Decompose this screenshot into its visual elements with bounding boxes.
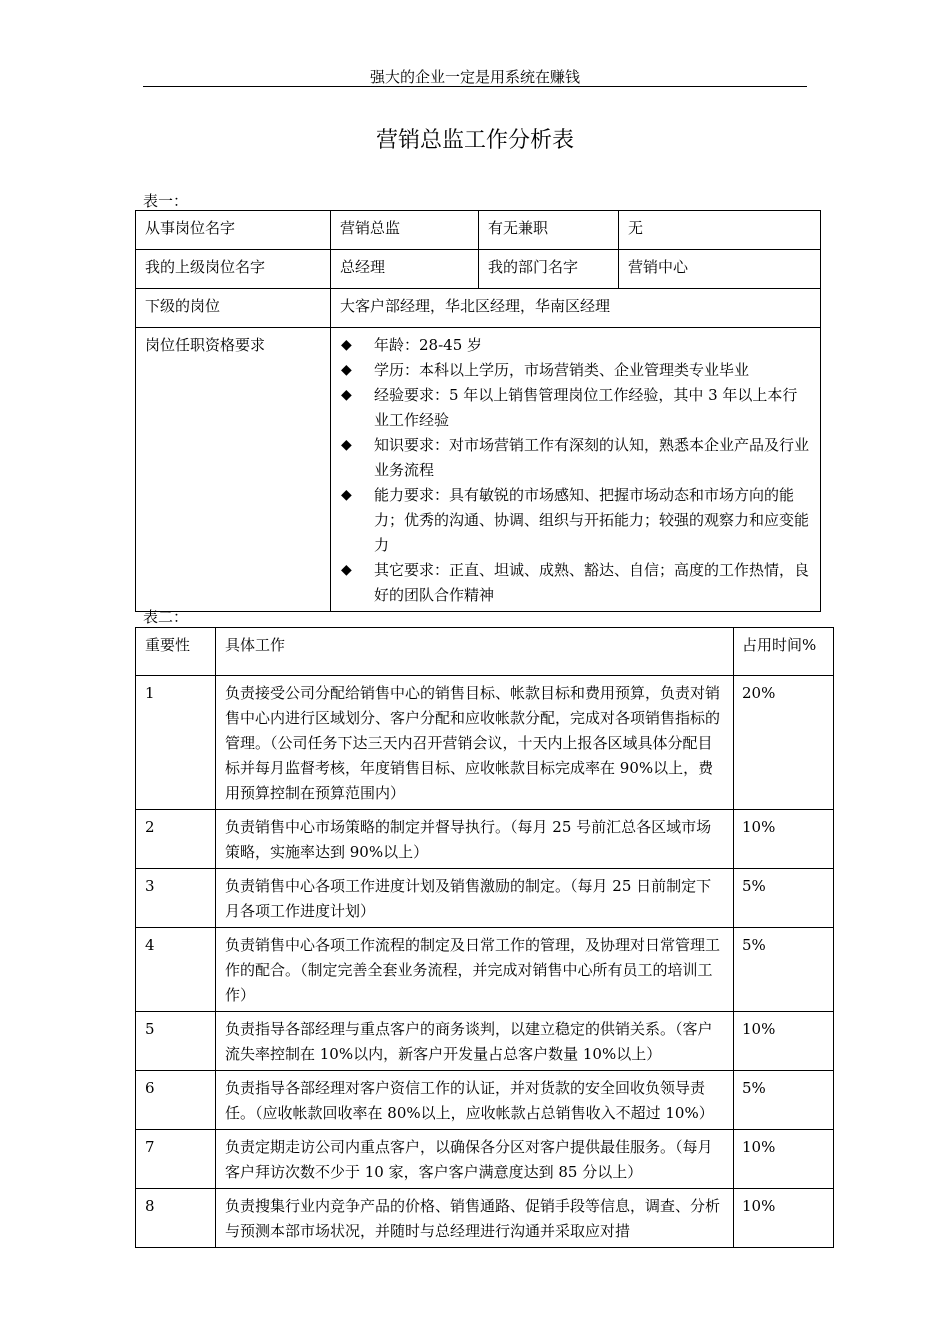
header-slogan: 强大的企业一定是用系统在赚钱: [369, 68, 580, 86]
superior-label: 我的上级岗位名字: [136, 250, 331, 289]
superior-value: 总经理: [331, 250, 479, 289]
importance-cell: 7: [136, 1130, 216, 1189]
time-cell: 5%: [734, 1071, 834, 1130]
qualification-label: 岗位任职资格要求: [136, 328, 331, 612]
concurrent-label: 有无兼职: [479, 211, 619, 250]
table-row: [136, 676, 834, 810]
job-name-label: 从事岗位名字: [136, 211, 331, 250]
importance-cell: 5: [136, 1012, 216, 1071]
importance-cell: 1: [136, 676, 216, 810]
subordinate-value: 大客户部经理，华北区经理，华南区经理: [331, 289, 821, 328]
diamond-bullet-icon: ◆: [341, 562, 352, 578]
page-title: 营销总监工作分析表: [375, 128, 574, 153]
list-item: ◆ 学历：本科以上学历，市场营销类、企业管理类专业毕业: [340, 358, 811, 383]
department-label: 我的部门名字: [479, 250, 619, 289]
work-cell: 负责销售中心各项工作流程的制定及日常工作的管理，及协理对日常管理工作的配合。（制定完善全套业务流程，并完成对销售中心所有员工的培训工作）: [216, 928, 734, 1012]
diamond-bullet-icon: ◆: [341, 362, 352, 378]
list-item: ◆ 经验要求：5 年以上销售管理岗位工作经验，其中 3 年以上本行业工作经验: [340, 383, 811, 433]
concurrent-value: 无: [619, 211, 821, 250]
table-row: [136, 250, 821, 289]
time-cell: 20%: [734, 676, 834, 810]
table-row: [136, 328, 821, 612]
diamond-bullet-icon: ◆: [341, 487, 352, 503]
qualification-cell: [331, 328, 821, 612]
table2-caption: 表二：: [143, 608, 189, 626]
time-cell: 5%: [734, 869, 834, 928]
time-cell: 10%: [734, 810, 834, 869]
work-cell: 负责销售中心各项工作进度计划及销售激励的制定。（每月 25 日前制定下月各项工作进度计划）: [216, 869, 734, 928]
importance-cell: 3: [136, 869, 216, 928]
position-info-table: [135, 210, 821, 612]
header-work: 具体工作: [216, 628, 734, 676]
work-cell: 负责销售中心市场策略的制定并督导执行。（每月 25 号前汇总各区域市场策略，实施率达到 90%以上）: [216, 810, 734, 869]
importance-cell: 4: [136, 928, 216, 1012]
table-row: [136, 810, 834, 869]
header-importance: 重要性: [136, 628, 216, 676]
table-row: [136, 1071, 834, 1130]
list-item: ◆ 年龄：28-45 岁: [340, 333, 811, 358]
time-cell: 5%: [734, 928, 834, 1012]
work-cell: 负责定期走访公司内重点客户，以确保各分区对客户提供最佳服务。（每月客户拜访次数不少于 10 家，客户客户满意度达到 85 分以上）: [216, 1130, 734, 1189]
list-item: ◆ 知识要求：对市场营销工作有深刻的认知，熟悉本企业产品及行业业务流程: [340, 433, 811, 483]
table1-caption: 表一：: [143, 192, 189, 210]
importance-cell: 6: [136, 1071, 216, 1130]
header-divider: [143, 86, 807, 87]
table-row: [136, 1130, 834, 1189]
table-row: [136, 928, 834, 1012]
department-value: 营销中心: [619, 250, 821, 289]
work-cell: 负责指导各部经理对客户资信工作的认证，并对货款的安全回收负领导责任。（应收帐款回收率在 80%以上，应收帐款占总销售收入不超过 10%）: [216, 1071, 734, 1130]
work-cell: 负责指导各部经理与重点客户的商务谈判，以建立稳定的供销关系。（客户流失率控制在 10%以内，新客户开发量占总客户数量 10%以上）: [216, 1012, 734, 1071]
table-row: [136, 1189, 834, 1248]
table-row: [136, 211, 821, 250]
importance-cell: 2: [136, 810, 216, 869]
diamond-bullet-icon: ◆: [341, 437, 352, 453]
qualification-list: [340, 333, 811, 608]
diamond-bullet-icon: ◆: [341, 337, 352, 353]
work-cell: 负责接受公司分配给销售中心的销售目标、帐款目标和费用预算，负责对销售中心内进行区域划分、客户分配和应收帐款分配，完成对各项销售指标的管理。（公司任务下达三天内召开营销会议，十天内上报各区域具体分配目标并每月监督考核，年度销售目标、应收帐款目标完成率在 90%以上，费用预算控制在预算范围内）: [216, 676, 734, 810]
diamond-bullet-icon: ◆: [341, 387, 352, 403]
list-item: ◆ 其它要求：正直、坦诚、成熟、豁达、自信；高度的工作热情，良好的团队合作精神: [340, 558, 811, 608]
duties-table: [135, 627, 834, 1248]
time-cell: 10%: [734, 1012, 834, 1071]
job-name-value: 营销总监: [331, 211, 479, 250]
list-item: ◆ 能力要求：具有敏锐的市场感知、把握市场动态和市场方向的能力；优秀的沟通、协调、组织与开拓能力；较强的观察力和应变能力: [340, 483, 811, 558]
subordinate-label: 下级的岗位: [136, 289, 331, 328]
time-cell: 10%: [734, 1130, 834, 1189]
table-row: [136, 1012, 834, 1071]
table-row: [136, 289, 821, 328]
work-cell: 负责搜集行业内竞争产品的价格、销售通路、促销手段等信息，调查、分析与预测本部市场状况，并随时与总经理进行沟通并采取应对措: [216, 1189, 734, 1248]
table-header-row: [136, 628, 834, 676]
time-cell: 10%: [734, 1189, 834, 1248]
table-row: [136, 869, 834, 928]
importance-cell: 8: [136, 1189, 216, 1248]
header-time: 占用时间%: [734, 628, 834, 676]
